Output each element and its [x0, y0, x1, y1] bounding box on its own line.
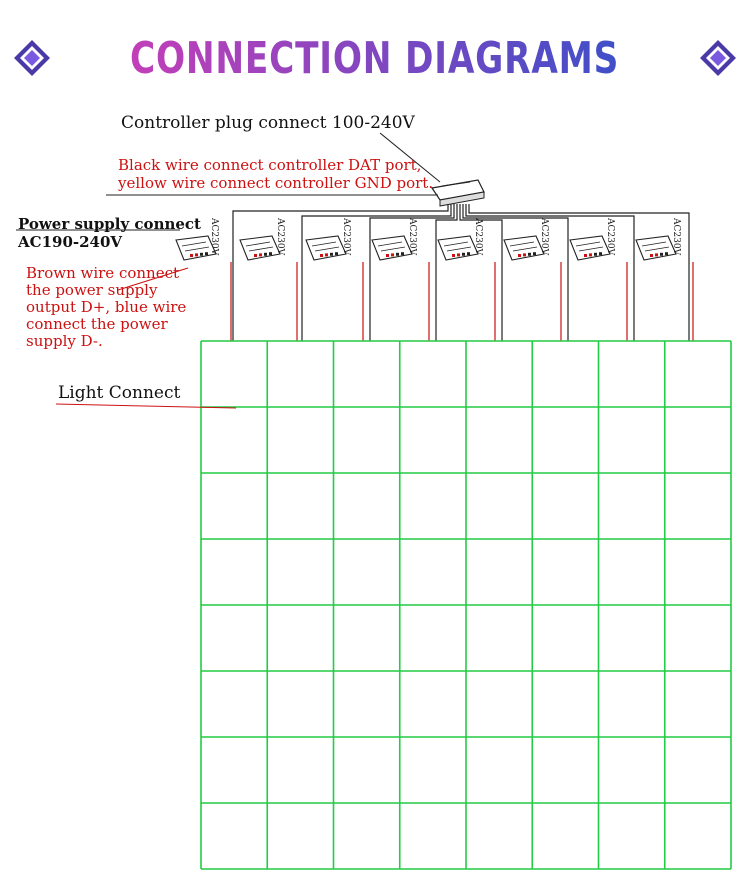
power-supply-icon [372, 236, 412, 260]
psu-voltage-label: AC230V [209, 218, 219, 256]
brown-wire-label-line2: the power supply [26, 281, 158, 299]
brown-wire-label-line1: Brown wire connect [26, 264, 180, 282]
light-grid [201, 341, 731, 869]
power-supply-icon [240, 236, 280, 260]
power-supply-icon [306, 236, 346, 260]
psu-voltage-label: AC230V [539, 218, 549, 256]
psu-voltage-label: AC230V [671, 218, 681, 256]
signal-wire [436, 204, 457, 341]
psu-voltage-label: AC230V [407, 218, 417, 256]
controller-plug-label: Controller plug connect 100-240V [121, 113, 415, 133]
psu-voltage-label: AC230V [341, 218, 351, 256]
controller-icon [432, 180, 484, 206]
power-supply-icon [504, 236, 544, 260]
brown-wire-label-line3: output D+, blue wire [26, 298, 187, 316]
psu-voltage-label: AC230V [473, 218, 483, 256]
power-supply-label-line1: Power supply connect [18, 215, 201, 233]
black-wire-label-line1: Black wire connect controller DAT port, [118, 156, 422, 174]
power-supply-icon [636, 236, 676, 260]
brown-wire-label-line4: connect the power [26, 315, 168, 333]
power-supply-icon [438, 236, 478, 260]
page-title: CONNECTION DIAGRAMS [130, 32, 620, 84]
black-wire-label-line2: yellow wire connect controller GND port. [118, 174, 434, 192]
psu-voltage-label: AC230V [275, 218, 285, 256]
brown-wire-label-line5: supply D-. [26, 332, 103, 350]
psu-voltage-label: AC230V [605, 218, 615, 256]
power-supplies-layer [176, 217, 681, 260]
power-supply-icon [570, 236, 610, 260]
power-supply-label-line2: AC190-240V [18, 233, 123, 251]
wires-layer [231, 204, 693, 341]
light-connect-label: Light Connect [58, 383, 181, 403]
